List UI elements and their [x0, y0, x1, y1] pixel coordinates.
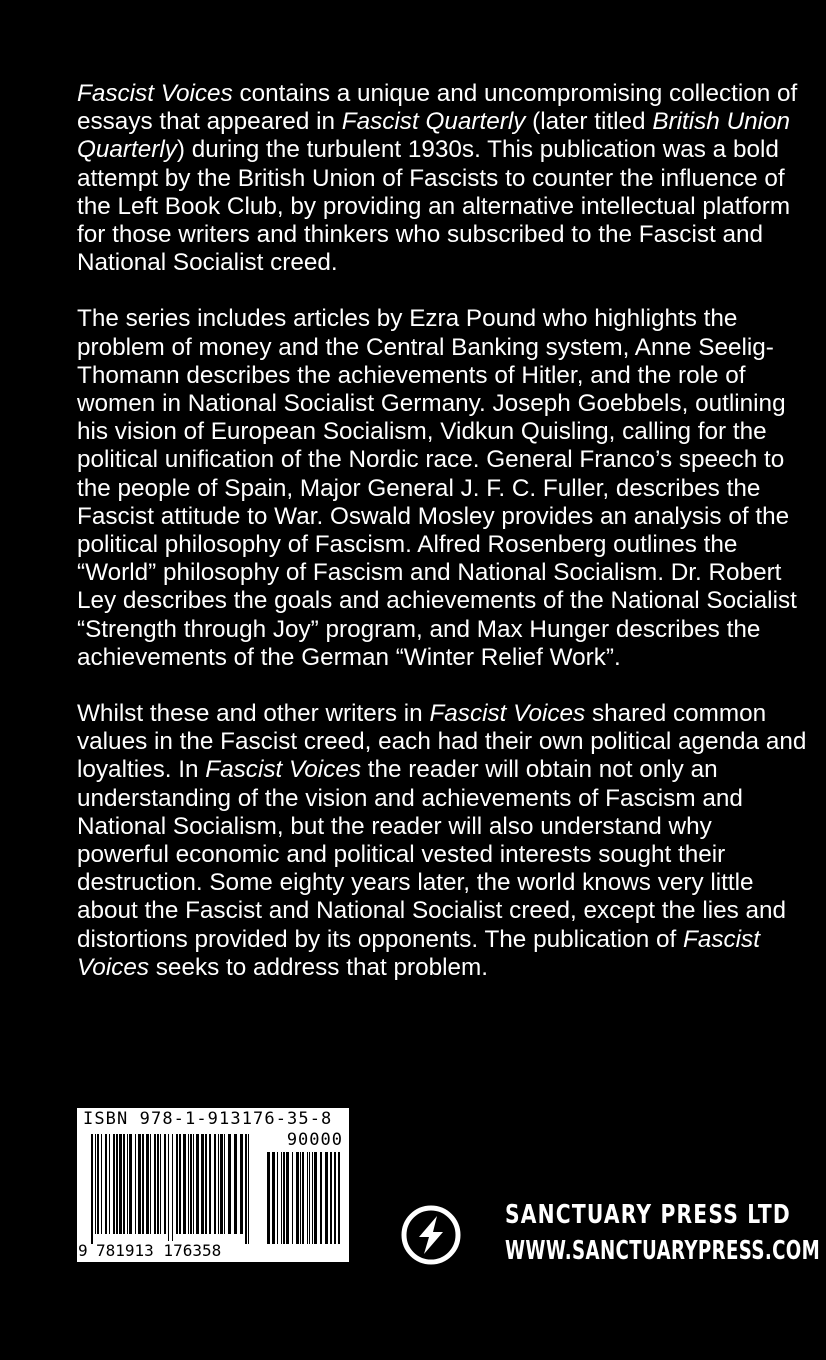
barcode-bar	[267, 1152, 270, 1244]
barcode-bar	[164, 1134, 166, 1234]
barcode-bar	[214, 1134, 216, 1234]
barcode-bar	[338, 1152, 340, 1244]
barcode-bar	[309, 1152, 310, 1244]
barcode-bar	[248, 1134, 249, 1244]
barcode-bar	[245, 1134, 247, 1244]
italic-title: Fascist Voices	[429, 700, 586, 728]
price-addon-code: 90000	[286, 1130, 343, 1150]
blurb-paragraph-3	[77, 700, 807, 982]
barcode-bar	[142, 1134, 144, 1234]
italic-title: Fascist Voices	[77, 80, 233, 107]
barcode-bar	[91, 1134, 93, 1244]
barcode-bar	[95, 1134, 96, 1234]
italic-title: British Union Quarterly	[77, 108, 791, 164]
barcode-bar	[296, 1152, 299, 1244]
publisher-url[interactable]: WWW.SANCTUARYPRESS.COM	[505, 1236, 821, 1266]
barcode-bar	[320, 1152, 322, 1244]
blurb-paragraph-1	[77, 80, 807, 277]
isbn-text: ISBN 978-1-913176-35-8	[83, 1109, 333, 1129]
barcode-bar	[277, 1152, 278, 1244]
barcode-bar	[312, 1152, 313, 1244]
ean-first-digit: 9	[78, 1241, 88, 1260]
barcode-bar	[135, 1134, 136, 1234]
barcode-bar	[300, 1152, 301, 1244]
barcode-bar	[157, 1134, 159, 1234]
barcode-bar	[325, 1152, 328, 1244]
barcode-bar	[176, 1134, 178, 1234]
text-run: the reader will obtain not only an understanding of the vision and achievements of Fascism and National Socialism, but the reader will also understand why powerful economic and political vested interests sought their destruction. Some eighty years later, the world knows very little about the Fascist and National Socialist creed, except the lies and distortions provided by its opponents. The publication of	[77, 756, 787, 953]
barcode-bar	[292, 1152, 293, 1244]
back-cover-blurb	[77, 80, 807, 982]
barcode-bar	[129, 1134, 132, 1234]
barcode-bar	[123, 1134, 125, 1234]
barcode-bar	[188, 1134, 189, 1234]
barcode-bar	[234, 1134, 237, 1234]
barcode-bar	[190, 1134, 192, 1234]
italic-title: Fascist Voices	[77, 925, 760, 981]
barcode-bar	[101, 1134, 102, 1234]
text-run: contains a unique and uncompromising collection of essays that appeared in	[77, 80, 798, 136]
barcode-bar	[154, 1134, 156, 1234]
barcode-bar	[334, 1152, 336, 1244]
barcode-bar	[205, 1134, 207, 1234]
addon-bars	[267, 1152, 343, 1244]
text-run: Whilst these and other writers in	[77, 700, 430, 728]
text-run: ) during the turbulent 1930s. This publication was a bold attempt by the British Union of Fascists to counter the influence of the Left Book Club, by providing an alternative intellectual platform for those writers and thinkers who subscribed to the Fascist and National Socialist creed.	[77, 136, 791, 277]
italic-title: Fascist Quarterly	[341, 108, 526, 136]
italic-title: Fascist Voices	[205, 756, 362, 784]
barcode-bar	[160, 1134, 161, 1234]
barcode-bar	[314, 1152, 317, 1244]
barcode-bar	[109, 1134, 110, 1234]
barcode-bar	[283, 1152, 285, 1244]
barcode-bar	[240, 1134, 243, 1234]
barcode-bar	[127, 1134, 128, 1234]
barcode-bar	[172, 1134, 173, 1244]
barcode-bar	[201, 1134, 204, 1234]
barcode-bar	[220, 1134, 223, 1234]
barcode-bar	[286, 1152, 289, 1244]
barcode-bar	[97, 1134, 99, 1234]
barcode-bar	[138, 1134, 141, 1234]
barcode-bar	[228, 1134, 231, 1234]
barcode-bar	[183, 1134, 186, 1234]
barcode-bar	[218, 1134, 219, 1234]
publisher-name: SANCTUARY PRESS LTD	[505, 1200, 791, 1230]
flash-in-circle-icon	[400, 1204, 462, 1266]
barcode-bar	[224, 1134, 225, 1234]
publisher-block	[505, 1198, 826, 1268]
barcode-bar	[179, 1134, 181, 1234]
blurb-paragraph-2	[77, 305, 807, 672]
barcode-bar	[302, 1152, 304, 1244]
text-run: The series includes articles by Ezra Pound who highlights the problem of money and the Central Banking system, Anne Seelig-Thomann describes the achievements of Hitler, and the role of women in National Socialist Germany. Joseph Goebbels, outlining his vision of European Socialism, Vidkun Quisling, calling for the political unification of the Nordic race. General Franco’s speech to the people of Spain, Major General J. F. C. Fuller, describes the Fascist attitude to War. Oswald Mosley provides an analysis of the political philosophy of Fascism. Alfred Rosenberg outlines the “World” philosophy of Fascism and National Socialism. Dr. Robert Ley describes the goals and achievements of the National Socialist “Strength through Joy” program, and Max Hunger describes the achievements of the German “Winter Relief Work”.	[77, 305, 797, 671]
text-run: (later titled	[525, 108, 653, 136]
ean-digits: 781913 176358	[96, 1241, 222, 1260]
barcode-bar	[150, 1134, 151, 1234]
isbn-barcode	[77, 1108, 349, 1262]
barcode-bar	[196, 1134, 199, 1234]
barcode-bar	[281, 1152, 282, 1244]
text-run: seeks to address that problem.	[149, 953, 489, 981]
barcode-bar	[272, 1152, 275, 1244]
ean13-bars	[91, 1134, 251, 1244]
barcode-bar	[168, 1134, 169, 1244]
barcode-bar	[113, 1134, 115, 1234]
barcode-bar	[119, 1134, 122, 1234]
text-run: shared common values in the Fascist creed, each had their own political agenda and loyalties. In	[77, 700, 807, 784]
barcode-bar	[330, 1152, 332, 1244]
barcode-bar	[146, 1134, 149, 1234]
barcode-bar	[105, 1134, 107, 1234]
barcode-bar	[193, 1134, 194, 1234]
barcode-bar	[209, 1134, 211, 1234]
barcode-bar	[116, 1134, 118, 1234]
barcode-bar	[307, 1152, 308, 1244]
